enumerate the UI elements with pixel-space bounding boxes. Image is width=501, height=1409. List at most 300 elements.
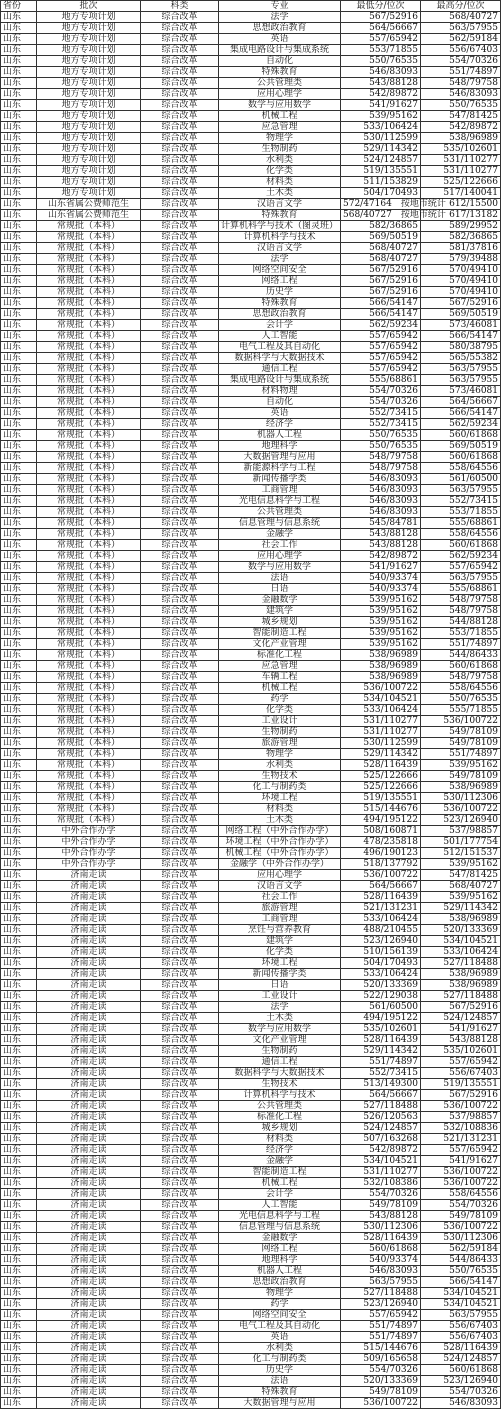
cell-max-score-rank: 538/96989 [421,980,501,991]
cell-province: 山东 [1,210,37,221]
cell-min-score-rank: 528/116439 [341,1233,421,1244]
cell-max-score-rank: 558/64556 [421,463,501,474]
table-row [1,243,501,254]
table-row [1,1123,501,1134]
table-row [1,342,501,353]
cell-batch: 常规批（本科） [37,815,141,826]
cell-province: 山东 [1,452,37,463]
cell-min-score-rank: 525/122666 [341,771,421,782]
table-row [1,892,501,903]
header-province: 省份 [1,1,37,12]
cell-major: 数学与应用数学 [219,100,341,111]
cell-province: 山东 [1,56,37,67]
cell-province: 山东 [1,221,37,232]
cell-subject-type: 综合改革 [141,298,219,309]
cell-max-score-rank: 530/112306 [421,793,501,804]
cell-subject-type: 综合改革 [141,892,219,903]
cell-batch: 济南走读 [37,1222,141,1233]
cell-major: 经济学 [219,419,341,430]
cell-batch: 常规批（本科） [37,661,141,672]
cell-batch: 济南走读 [37,947,141,958]
cell-subject-type: 综合改革 [141,485,219,496]
cell-batch: 常规批（本科） [37,309,141,320]
cell-major: 新闻传播学类 [219,474,341,485]
cell-subject-type: 综合改革 [141,1035,219,1046]
cell-major: 文化产业管理 [219,639,341,650]
table-row [1,463,501,474]
cell-max-score-rank: 566/54147 [421,331,501,342]
cell-min-score-rank: 541/91627 [341,562,421,573]
table-row [1,1321,501,1332]
cell-major: 人工智能 [219,331,341,342]
cell-max-score-rank: 554/70326 [421,1387,501,1398]
cell-max-score-rank: 541/91627 [421,1024,501,1035]
cell-major: 应用心理学 [219,89,341,100]
table-row [1,474,501,485]
cell-batch: 中外合作办学 [37,859,141,870]
cell-min-score-rank: 561/60500 [341,1002,421,1013]
cell-major: 水利类 [219,1343,341,1354]
cell-max-score-rank: 563/57955 [421,23,501,34]
cell-min-score-rank: 557/65942 [341,331,421,342]
cell-batch: 济南走读 [37,925,141,936]
cell-batch: 济南走读 [37,1321,141,1332]
cell-max-score-rank: 521/131231 [421,1134,501,1145]
cell-max-score-rank: 538/96989 [421,969,501,980]
cell-province: 山东 [1,386,37,397]
cell-subject-type: 综合改革 [141,309,219,320]
cell-subject-type: 综合改革 [141,1299,219,1310]
cell-major: 机械工程 [219,1178,341,1189]
table-row [1,1255,501,1266]
cell-province: 山东 [1,463,37,474]
cell-min-score-rank: 543/88128 [341,78,421,89]
cell-major: 社会工作 [219,892,341,903]
table-row [1,914,501,925]
cell-min-score-rank: 582/36865 [341,221,421,232]
cell-subject-type: 综合改革 [141,727,219,738]
cell-subject-type: 综合改革 [141,496,219,507]
cell-max-score-rank: 612/15500 [421,199,501,210]
cell-max-score-rank: 534/104521 [421,1288,501,1299]
cell-min-score-rank: 533/106424 [341,122,421,133]
cell-min-score-rank: 562/59234 [341,320,421,331]
table-row [1,771,501,782]
cell-batch: 常规批（本科） [37,287,141,298]
cell-batch: 济南走读 [37,1024,141,1035]
cell-province: 山东 [1,177,37,188]
cell-province: 山东 [1,980,37,991]
cell-province: 山东 [1,496,37,507]
cell-max-score-rank: 539/95162 [421,892,501,903]
cell-max-score-rank: 536/100722 [421,1167,501,1178]
cell-batch: 地方专项计划 [37,166,141,177]
cell-max-score-rank: 567/52916 [421,298,501,309]
cell-min-score-rank: 521/131231 [341,903,421,914]
cell-subject-type: 综合改革 [141,650,219,661]
cell-max-score-rank: 550/76535 [421,694,501,705]
table-row [1,1057,501,1068]
cell-batch: 地方专项计划 [37,78,141,89]
cell-province: 山东 [1,1024,37,1035]
table-row [1,1167,501,1178]
cell-major: 环境工程（中外合作办学） [219,837,341,848]
cell-subject-type: 综合改革 [141,1332,219,1343]
cell-major: 历史学 [219,1365,341,1376]
cell-province: 山东 [1,67,37,78]
cell-major: 应急管理 [219,122,341,133]
cell-subject-type: 综合改革 [141,672,219,683]
cell-major: 法学 [219,254,341,265]
cell-province: 山东 [1,606,37,617]
cell-province: 山东 [1,1277,37,1288]
cell-min-score-rank: 554/70326 [341,386,421,397]
cell-subject-type: 综合改革 [141,199,219,210]
cell-batch: 济南走读 [37,1145,141,1156]
cell-batch: 常规批（本科） [37,342,141,353]
table-row [1,265,501,276]
cell-max-score-rank: 560/61868 [421,1365,501,1376]
cell-major: 大数据管理与应用 [219,452,341,463]
cell-subject-type: 综合改革 [141,386,219,397]
cell-max-score-rank: 537/98857 [421,826,501,837]
cell-max-score-rank: 570/49410 [421,276,501,287]
table-row [1,1145,501,1156]
cell-min-score-rank: 566/54147 [341,309,421,320]
cell-province: 山东 [1,166,37,177]
cell-max-score-rank: 530/112306 [421,1233,501,1244]
cell-major: 车辆工程 [219,672,341,683]
cell-subject-type: 综合改革 [141,375,219,386]
cell-min-score-rank: 546/83093 [341,485,421,496]
cell-batch: 常规批（本科） [37,485,141,496]
cell-subject-type: 综合改革 [141,804,219,815]
table-row [1,870,501,881]
table-row [1,518,501,529]
cell-min-score-rank: 478/235818 [341,837,421,848]
cell-subject-type: 综合改革 [141,67,219,78]
cell-batch: 济南走读 [37,1057,141,1068]
table-row [1,826,501,837]
cell-max-score-rank: 573/46081 [421,386,501,397]
cell-province: 山东 [1,243,37,254]
cell-batch: 常规批（本科） [37,254,141,265]
cell-major: 材料类 [219,804,341,815]
cell-major: 标准化工程 [219,650,341,661]
cell-province: 山东 [1,683,37,694]
cell-batch: 济南走读 [37,914,141,925]
cell-batch: 常规批（本科） [37,562,141,573]
cell-batch: 常规批（本科） [37,386,141,397]
cell-province: 山东 [1,661,37,672]
table-row [1,1090,501,1101]
cell-batch: 地方专项计划 [37,56,141,67]
cell-batch: 常规批（本科） [37,551,141,562]
cell-min-score-rank: 539/95162 [341,617,421,628]
table-row [1,1112,501,1123]
cell-min-score-rank: 549/78109 [341,1200,421,1211]
cell-province: 山东 [1,1112,37,1123]
cell-batch: 常规批（本科） [37,760,141,771]
cell-subject-type: 综合改革 [141,1310,219,1321]
table-row [1,441,501,452]
table-row [1,507,501,518]
cell-major: 文化产业管理 [219,1035,341,1046]
cell-province: 山东 [1,430,37,441]
cell-subject-type: 综合改革 [141,661,219,672]
cell-major: 自动化 [219,56,341,67]
cell-min-score-rank: 533/106424 [341,914,421,925]
cell-subject-type: 综合改革 [141,1255,219,1266]
header-major: 专业 [219,1,341,12]
table-row [1,936,501,947]
cell-major: 化工与制药类 [219,1354,341,1365]
cell-province: 山东 [1,1365,37,1376]
cell-province: 山东 [1,1387,37,1398]
table-row [1,991,501,1002]
table-row [1,89,501,100]
cell-max-score-rank: 570/49410 [421,287,501,298]
cell-subject-type: 综合改革 [141,320,219,331]
cell-max-score-rank: 536/100722 [421,1178,501,1189]
cell-batch: 济南走读 [37,991,141,1002]
cell-max-score-rank: 537/98857 [421,1112,501,1123]
cell-subject-type: 综合改革 [141,1123,219,1134]
cell-max-score-rank: 566/54147 [421,1277,501,1288]
cell-max-score-rank: 569/50519 [421,441,501,452]
cell-min-score-rank: 508/160871 [341,826,421,837]
table-row [1,782,501,793]
cell-major: 新能源科学与工程 [219,463,341,474]
cell-batch: 济南走读 [37,1266,141,1277]
table-row [1,881,501,892]
cell-province: 山东 [1,441,37,452]
cell-batch: 济南走读 [37,1101,141,1112]
cell-province: 山东 [1,914,37,925]
cell-province: 山东 [1,694,37,705]
cell-major: 金融学 [219,529,341,540]
cell-batch: 济南走读 [37,1365,141,1376]
cell-batch: 常规批（本科） [37,463,141,474]
cell-max-score-rank: 538/96989 [421,782,501,793]
table-row [1,584,501,595]
cell-min-score-rank: 564/56667 [341,881,421,892]
cell-province: 山东 [1,1013,37,1024]
cell-subject-type: 综合改革 [141,1057,219,1068]
cell-max-score-rank: 548/79758 [421,606,501,617]
cell-batch: 济南走读 [37,1211,141,1222]
cell-subject-type: 综合改革 [141,694,219,705]
table-row [1,903,501,914]
table-row [1,331,501,342]
cell-min-score-rank: 496/190123 [341,848,421,859]
cell-subject-type: 综合改革 [141,606,219,617]
cell-subject-type: 综合改革 [141,1189,219,1200]
header-subject-type: 科类 [141,1,219,12]
cell-major: 自动化 [219,397,341,408]
cell-batch: 常规批（本科） [37,584,141,595]
cell-batch: 常规批（本科） [37,375,141,386]
table-row [1,188,501,199]
cell-min-score-rank: 546/83093 [341,507,421,518]
cell-min-score-rank: 527/118488 [341,1288,421,1299]
cell-province: 山东 [1,320,37,331]
cell-major: 历史学 [219,287,341,298]
cell-subject-type: 综合改革 [141,771,219,782]
cell-max-score-rank: 569/50519 [421,309,501,320]
cell-batch: 济南走读 [37,892,141,903]
cell-max-score-rank: 560/61868 [421,540,501,551]
cell-subject-type: 综合改革 [141,1002,219,1013]
cell-province: 山东 [1,419,37,430]
cell-batch: 济南走读 [37,980,141,991]
cell-major: 光电信息科学与工程 [219,496,341,507]
table-row [1,1211,501,1222]
table-row [1,386,501,397]
cell-batch: 常规批（本科） [37,804,141,815]
cell-major: 应用心理学 [219,551,341,562]
cell-batch: 常规批（本科） [37,320,141,331]
cell-major: 信息管理与信息系统 [219,1222,341,1233]
cell-batch: 常规批（本科） [37,529,141,540]
cell-max-score-rank: 581/37816 [421,243,501,254]
cell-province: 山东 [1,881,37,892]
cell-batch: 常规批（本科） [37,397,141,408]
table-row [1,804,501,815]
cell-max-score-rank: 560/61868 [421,430,501,441]
cell-min-score-rank: 545/84781 [341,518,421,529]
cell-province: 山东 [1,375,37,386]
cell-major: 药学 [219,1299,341,1310]
cell-subject-type: 综合改革 [141,221,219,232]
table-row [1,309,501,320]
cell-max-score-rank: 534/104521 [421,1299,501,1310]
cell-max-score-rank: 541/91627 [421,1156,501,1167]
cell-major: 水利类 [219,155,341,166]
cell-subject-type: 综合改革 [141,287,219,298]
cell-batch: 常规批（本科） [37,771,141,782]
table-row [1,705,501,716]
cell-subject-type: 综合改革 [141,397,219,408]
cell-batch: 济南走读 [37,1046,141,1057]
cell-major: 物理学 [219,749,341,760]
cell-min-score-rank: 551/74897 [341,1321,421,1332]
cell-min-score-rank: 538/96989 [341,650,421,661]
cell-province: 山东 [1,1090,37,1101]
cell-batch: 中外合作办学 [37,837,141,848]
table-row [1,1024,501,1035]
cell-min-score-rank: 494/195122 [341,1013,421,1024]
cell-major: 金融数学 [219,1233,341,1244]
cell-max-score-rank: 555/71855 [421,705,501,716]
cell-province: 山东 [1,1211,37,1222]
cell-max-score-rank: 536/100722 [421,1101,501,1112]
cell-batch: 济南走读 [37,1035,141,1046]
cell-batch: 常规批（本科） [37,749,141,760]
cell-subject-type: 综合改革 [141,529,219,540]
cell-min-score-rank: 539/95162 [341,595,421,606]
cell-subject-type: 综合改革 [141,1079,219,1090]
cell-province: 山东 [1,1079,37,1090]
cell-major: 新闻传播学类 [219,969,341,980]
cell-max-score-rank: 544/86433 [421,650,501,661]
cell-province: 山东 [1,705,37,716]
cell-max-score-rank: 573/46081 [421,320,501,331]
cell-subject-type: 综合改革 [141,45,219,56]
table-row [1,1156,501,1167]
cell-major: 工商管理 [219,914,341,925]
cell-subject-type: 综合改革 [141,23,219,34]
cell-max-score-rank: 553/71855 [421,507,501,518]
cell-batch: 地方专项计划 [37,188,141,199]
cell-min-score-rank: 543/88128 [341,1211,421,1222]
cell-max-score-rank: 558/64556 [421,529,501,540]
table-row [1,1079,501,1090]
cell-max-score-rank: 538/96989 [421,914,501,925]
cell-min-score-rank: 564/56667 [341,23,421,34]
cell-province: 山东 [1,1354,37,1365]
cell-min-score-rank: 569/50519 [341,232,421,243]
cell-province: 山东 [1,1002,37,1013]
cell-major: 法语 [219,573,341,584]
cell-province: 山东 [1,639,37,650]
cell-max-score-rank: 525/122666 [421,177,501,188]
cell-min-score-rank: 546/83093 [341,474,421,485]
cell-min-score-rank: 548/79758 [341,463,421,474]
cell-major: 日语 [219,980,341,991]
cell-min-score-rank: 542/89872 [341,551,421,562]
cell-batch: 常规批（本科） [37,782,141,793]
cell-major: 金融学（中外合作办学） [219,859,341,870]
cell-min-score-rank: 536/100722 [341,870,421,881]
cell-province: 山东 [1,485,37,496]
cell-subject-type: 综合改革 [141,177,219,188]
table-row [1,177,501,188]
cell-min-score-rank: 539/95162 [341,111,421,122]
cell-min-score-rank: 541/91627 [341,100,421,111]
cell-major: 法学 [219,12,341,23]
cell-subject-type: 综合改革 [141,859,219,870]
cell-batch: 常规批（本科） [37,331,141,342]
cell-subject-type: 综合改革 [141,12,219,23]
cell-major: 特殊教育 [219,298,341,309]
cell-subject-type: 综合改革 [141,353,219,364]
cell-max-score-rank: 564/56667 [421,397,501,408]
cell-province: 山东 [1,111,37,122]
header-row [1,1,501,12]
cell-major: 旅游管理 [219,738,341,749]
cell-subject-type: 综合改革 [141,276,219,287]
cell-major: 环境工程 [219,958,341,969]
cell-max-score-rank: 549/78109 [421,727,501,738]
cell-province: 山东 [1,1222,37,1233]
cell-major: 英语 [219,1332,341,1343]
cell-province: 山东 [1,34,37,45]
cell-major: 公共管理类 [219,78,341,89]
table-row [1,980,501,991]
cell-batch: 地方专项计划 [37,12,141,23]
cell-subject-type: 综合改革 [141,573,219,584]
cell-max-score-rank: 563/57955 [421,573,501,584]
table-row [1,375,501,386]
cell-max-score-rank: 543/88128 [421,1035,501,1046]
cell-province: 山东 [1,1046,37,1057]
cell-province: 山东 [1,1266,37,1277]
cell-province: 山东 [1,925,37,936]
cell-min-score-rank: 566/54147 [341,298,421,309]
cell-batch: 济南走读 [37,1354,141,1365]
cell-subject-type: 综合改革 [141,562,219,573]
